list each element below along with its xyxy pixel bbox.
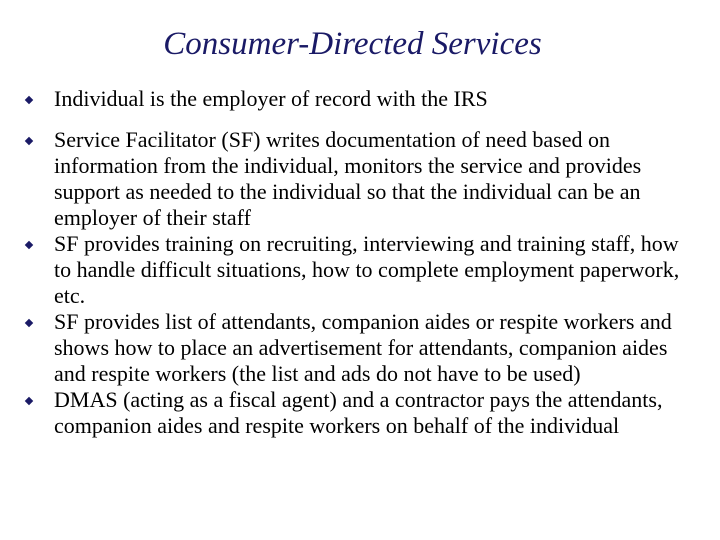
diamond-bullet-icon bbox=[25, 397, 33, 405]
slide-title: Consumer-Directed Services bbox=[163, 26, 542, 62]
diamond-bullet-icon bbox=[25, 241, 33, 249]
bullet-item bbox=[0, 387, 720, 439]
bullet-text: Service Facilitator (SF) writes documentation of need based on information from the individual, monitors the service and provides support as needed to the individual so that the individual can be an employer of their staff bbox=[54, 127, 642, 230]
bullet-item bbox=[0, 86, 720, 112]
bullet-text: DMAS (acting as a fiscal agent) and a contractor pays the attendants, companion aides and respite workers on behalf of the individual bbox=[54, 387, 663, 438]
bullet-item bbox=[0, 309, 720, 387]
bullet-item bbox=[0, 231, 720, 309]
bullet-text: SF provides list of attendants, companion aides or respite workers and shows how to place an advertisement for attendants, companion aides and respite workers (the list and ads do not have to be used) bbox=[54, 309, 672, 386]
bullet-item bbox=[0, 127, 720, 231]
diamond-bullet-icon bbox=[25, 319, 33, 327]
bullet-text: Individual is the employer of record with the IRS bbox=[54, 86, 488, 111]
diamond-bullet-icon bbox=[25, 137, 33, 145]
bullet-list bbox=[0, 86, 720, 439]
diamond-bullet-icon bbox=[25, 96, 33, 104]
bullet-text: SF provides training on recruiting, interviewing and training staff, how to handle difficult situations, how to complete employment paperwork, etc. bbox=[54, 231, 680, 308]
